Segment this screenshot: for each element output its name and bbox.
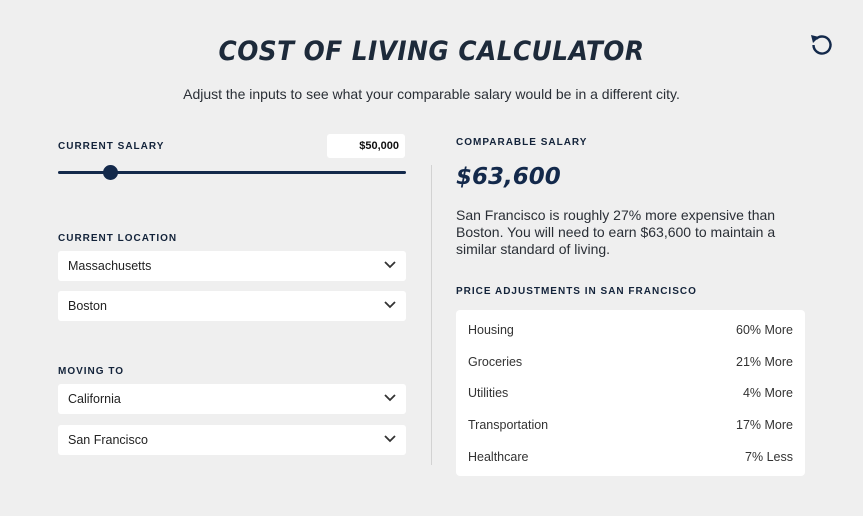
table-row: [468, 418, 793, 438]
category-name: Healthcare: [468, 450, 529, 464]
salary-slider-thumb[interactable]: [103, 165, 118, 180]
current-state-select[interactable]: [58, 251, 406, 281]
category-name: Utilities: [468, 386, 509, 400]
category-value: 21% More: [736, 355, 793, 369]
category-value: 17% More: [736, 418, 793, 432]
category-value: 60% More: [736, 323, 793, 337]
category-value: 4% More: [742, 386, 793, 400]
table-row: [468, 386, 793, 406]
price-adjustments-table: [456, 310, 805, 476]
moving-state-select[interactable]: [58, 384, 406, 414]
category-name: Groceries: [468, 355, 523, 369]
salary-input[interactable]: $50,000: [327, 134, 405, 158]
reset-icon: [808, 32, 836, 58]
table-row: [468, 450, 793, 470]
column-divider: [431, 165, 432, 465]
category-name: Housing: [468, 323, 514, 337]
chevron-down-icon: [384, 261, 396, 269]
comparable-salary-value: $63,600: [456, 164, 561, 190]
category-value: 7% Less: [745, 450, 793, 464]
reset-button[interactable]: [808, 32, 836, 58]
moving-to-label: MOVING TO: [58, 366, 125, 377]
moving-city-value: San Francisco: [68, 433, 148, 447]
page-subtitle: Adjust the inputs to see what your comparable salary would be in a different city.: [183, 86, 680, 102]
page-title: COST OF LIVING CALCULATOR: [218, 36, 645, 67]
current-location-label: CURRENT LOCATION: [58, 233, 178, 244]
category-name: Transportation: [468, 418, 549, 432]
table-row: [468, 355, 793, 375]
current-city-select[interactable]: [58, 291, 406, 321]
current-state-value: Massachusetts: [68, 259, 152, 273]
table-row: [468, 323, 793, 343]
chevron-down-icon: [384, 301, 396, 309]
comparable-salary-label: COMPARABLE SALARY: [456, 137, 588, 148]
price-adjustments-label: PRICE ADJUSTMENTS IN SAN FRANCISCO: [456, 286, 697, 297]
moving-city-select[interactable]: [58, 425, 406, 455]
moving-state-value: California: [68, 392, 121, 406]
chevron-down-icon: [384, 394, 396, 402]
current-salary-label: CURRENT SALARY: [58, 141, 165, 152]
comparison-description: San Francisco is roughly 27% more expensive than Boston. You will need to earn $63,600 to maintain a similar standard of living.: [456, 207, 776, 257]
chevron-down-icon: [384, 435, 396, 443]
current-city-value: Boston: [68, 299, 107, 313]
